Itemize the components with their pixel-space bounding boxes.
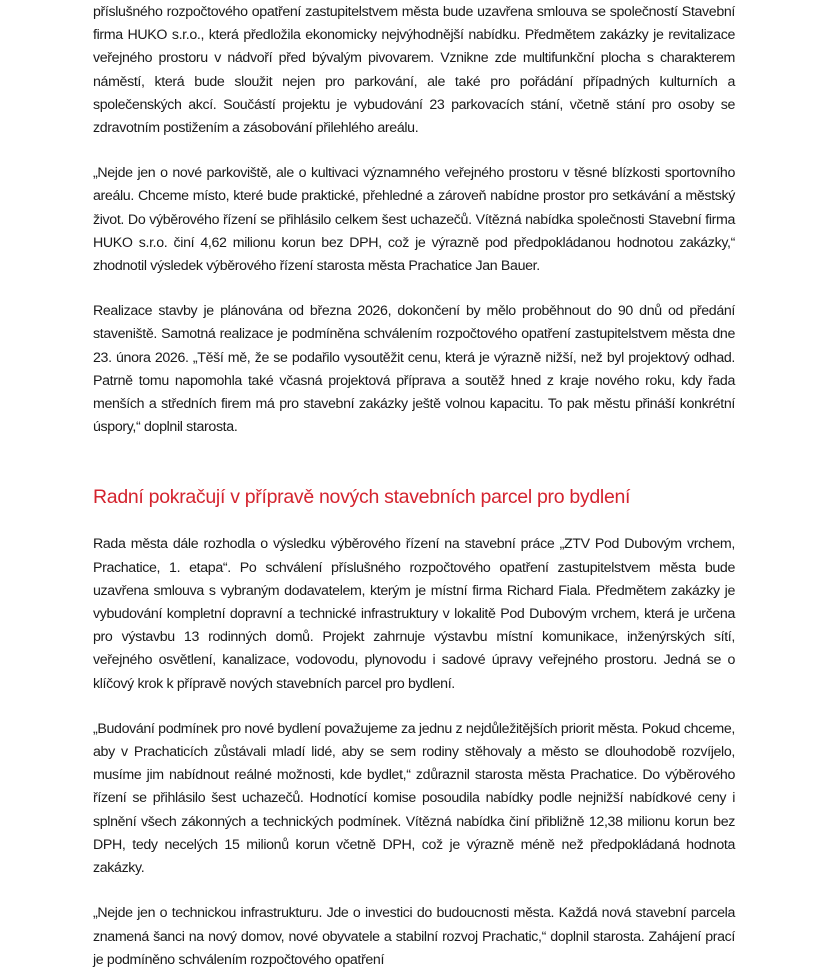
section-heading: Radní pokračují v přípravě nových stavebních parcel pro bydlení <box>93 486 631 509</box>
heading-spacer <box>93 511 735 533</box>
paragraph-mayor-quote-parking: „Nejde jen o nové parkoviště, ale o kultivaci významného veřejného prostoru v těsné blízkosti sportovního areálu. Chceme místo, které bude praktické, přehledné a zároveň nabídne prostor pro setkávání a městský život. Do výběrového řízení se přihlásilo celkem šest uchazečů. Vítězná nabídka společnosti Stavební firma HUKO s.r.o. činí 4,62 milionu korun bez DPH, což je výrazně pod předpokládanou hodnotou zakázky,“ zhodnotil výsledek výběrového řízení starosta města Prachatice Jan Bauer. <box>93 165 735 275</box>
paragraph-spacer <box>93 140 735 162</box>
paragraph-spacer <box>93 278 735 300</box>
document-page <box>93 0 735 972</box>
paragraph-spacer <box>93 696 735 718</box>
paragraph-ztv-tender: Rada města dále rozhodla o výsledku výběrového řízení na stavební práce „ZTV Pod Dubovým vrchem, Prachatice, 1. etapa“. Po schválení příslušného rozpočtového opatření zastupitelstvem města bude uzavřena smlouva s vybraným dodavatelem, kterým je místní firma Richard Fiala. Předmětem zakázky je vybudování kompletní dopravní a technické infrastruktury v lokalitě Pod Dubovým vrchem, která je určena pro výstavbu 13 rodinných domů. Projekt zahrnuje výstavbu místní komunikace, inženýrských sítí, veřejného osvětlení, kanalizace, vodovodu, plynovodu i sadové úpravy veřejného prostoru. Jedná se o klíčový krok k přípravě nových stavebních parcel pro bydlení. <box>93 536 735 692</box>
section-spacer <box>93 439 735 483</box>
paragraph-infrastructure-quote: „Nejde jen o technickou infrastrukturu. Jde o investici do budoucnosti města. Každá nová stavební parcela znamená šanci na nový domov, nové obyvatele a stabilní rozvoj Prachatic,“ doplnil starosta. Zahájení prací je podmíněno schválením rozpočtového opatření <box>93 905 735 968</box>
paragraph-mayor-quote-housing: „Budování podmínek pro nové bydlení považujeme za jednu z nejdůležitějších priorit města. Pokud chceme, aby v Prachaticích zůstávali mladí lidé, aby se sem rodiny stěhovaly a město se dlouhodobě rozvíjelo, musíme jim nabídnout reálné možnosti, kde bydlet,“ zdůraznil starosta města Prachatice. Do výběrového řízení se přihlásilo šest uchazečů. Hodnotící komise posoudila nabídky podle nejnižší nabídkové ceny i splnění všech zákonných a technických podmínek. Vítězná nabídka činí přibližně 12,38 milionu korun bez DPH, tedy necelých 15 milionů korun včetně DPH, což je výrazně méně než předpokládaná hodnota zakázky. <box>93 720 735 877</box>
paragraph-realization-schedule: Realizace stavby je plánována od března 2026, dokončení by mělo proběhnout do 90 dnů od předání staveniště. Samotná realizace je podmíněna schválením rozpočtového opatření zastupitelstvem města dne 23. února 2026. „Těší mě, že se podařilo vysoutěžit cenu, která je výrazně nižší, než byl projektový odhad. Patrně tomu napomohla také včasná projektová příprava a soutěž hned z kraje nového roku, kdy řada menších a středních firem má pro stavební zakázky ještě volnou kapacitu. To pak městu přináší konkrétní úspory,“ doplnil starosta. <box>93 303 735 436</box>
paragraph-huko-contract: příslušného rozpočtového opatření zastupitelstvem města bude uzavřena smlouva se společností Stavební firma HUKO s.r.o., která předložila ekonomicky nejvýhodnější nabídku. Předmětem zakázky je revitalizace veřejného prostoru v nádvoří před bývalým pivovarem. Vznikne zde multifunkční plocha s charakterem náměstí, která bude sloužit nejen pro parkování, ale také pro pořádání případných kulturních a společenských akcí. Součástí projektu je vybudování 23 parkovacích stání, včetně stání pro osoby se zdravotním postižením a zásobování přilehlého areálu. <box>93 4 735 137</box>
paragraph-spacer <box>93 880 735 902</box>
